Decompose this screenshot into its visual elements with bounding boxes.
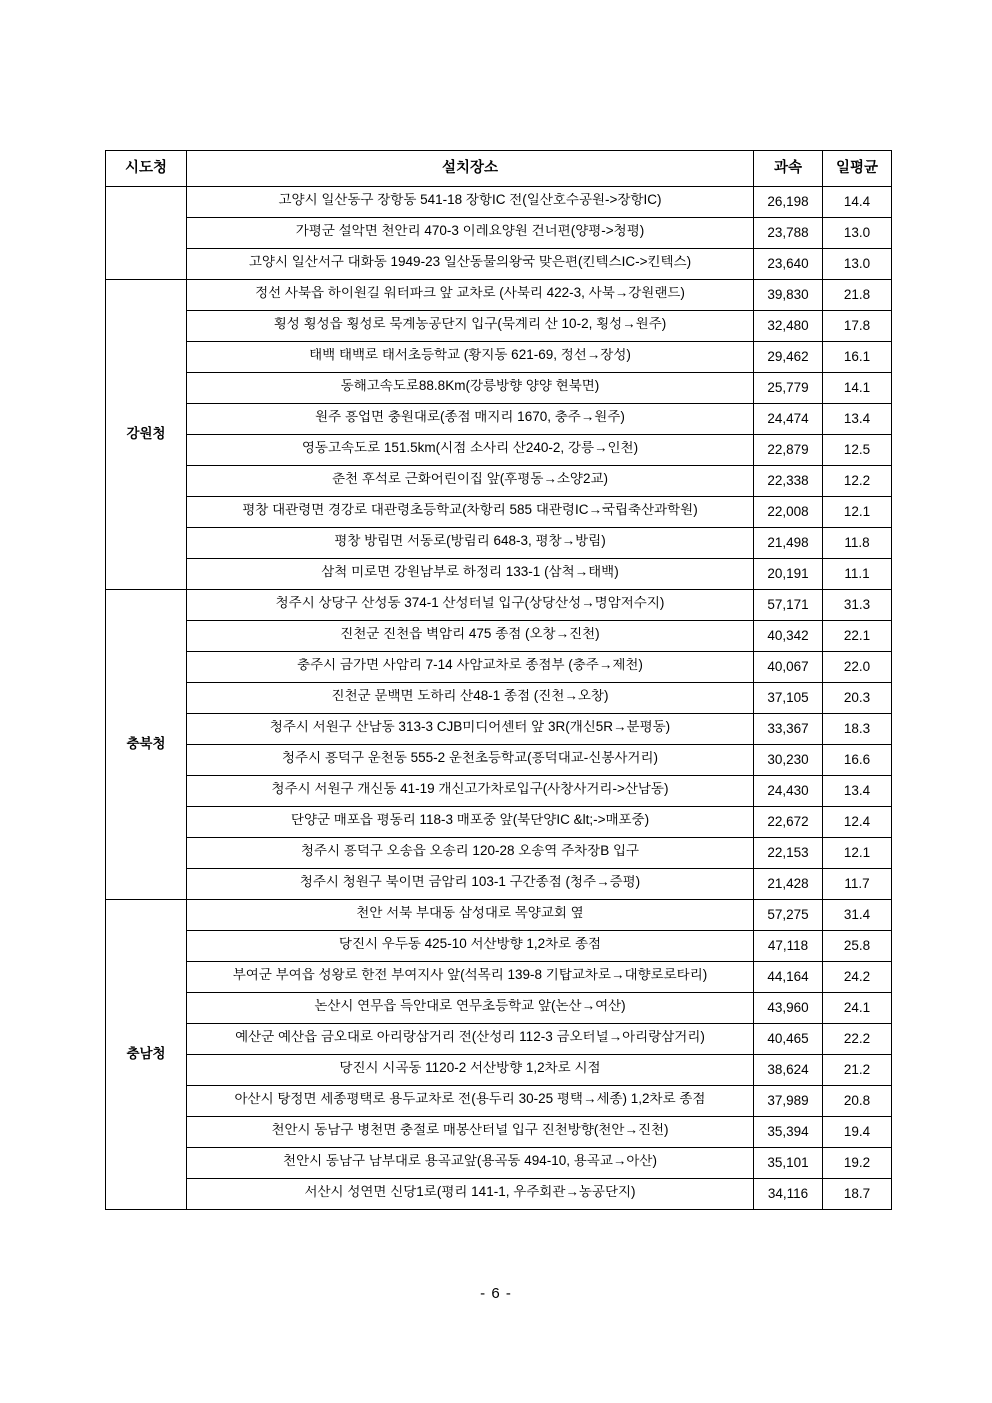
location-cell xyxy=(187,1148,754,1179)
daily-average-cell: 21.2 xyxy=(823,1055,892,1086)
location-cell xyxy=(187,342,754,373)
location-cell xyxy=(187,776,754,807)
location-cell xyxy=(187,218,754,249)
column-header-location: 설치장소 xyxy=(187,151,754,187)
overspeed-cell: 23,788 xyxy=(754,218,823,249)
table-row xyxy=(106,373,892,404)
daily-average-cell: 14.1 xyxy=(823,373,892,404)
location-cell xyxy=(187,714,754,745)
column-header-daily-average: 일평균 xyxy=(823,151,892,187)
table-row xyxy=(106,187,892,218)
overspeed-cell: 22,008 xyxy=(754,497,823,528)
overspeed-cell: 32,480 xyxy=(754,311,823,342)
daily-average-cell: 20.8 xyxy=(823,1086,892,1117)
location-text: 진천군 진천읍 벽암리 475 종점 (오창→진천) xyxy=(340,626,600,641)
table-row xyxy=(106,466,892,497)
daily-average-cell: 12.4 xyxy=(823,807,892,838)
location-text: 고양시 일산서구 대화동 1949-23 일산동물의왕국 맞은편(킨텍스IC->킨텍스) xyxy=(248,254,692,269)
table-row xyxy=(106,497,892,528)
table-header xyxy=(106,151,892,187)
overspeed-cell: 38,624 xyxy=(754,1055,823,1086)
daily-average-cell: 25.8 xyxy=(823,931,892,962)
table-row xyxy=(106,1117,892,1148)
location-cell xyxy=(187,528,754,559)
daily-average-cell: 11.1 xyxy=(823,559,892,590)
location-cell xyxy=(187,807,754,838)
overspeed-cell: 43,960 xyxy=(754,993,823,1024)
org-cell: 강원청 xyxy=(106,280,187,590)
location-cell xyxy=(187,621,754,652)
location-cell xyxy=(187,993,754,1024)
location-text: 가평군 설악면 천안리 470-3 이레요양원 건너편(양평->청평) xyxy=(295,223,645,238)
overspeed-cell: 22,153 xyxy=(754,838,823,869)
table-row xyxy=(106,280,892,311)
page-number: - 6 - xyxy=(480,1285,512,1302)
location-text: 춘천 후석로 근화어린이집 앞(후평동→소양2교) xyxy=(332,471,608,486)
table-row xyxy=(106,869,892,900)
org-cell: 충북청 xyxy=(106,590,187,900)
location-cell xyxy=(187,435,754,466)
table-row xyxy=(106,590,892,621)
location-text: 천안시 동남구 병천면 충절로 매봉산터널 입구 진천방향(천안→진천) xyxy=(271,1122,669,1137)
location-cell xyxy=(187,652,754,683)
location-text: 논산시 연무읍 득안대로 연무초등학교 앞(논산→여산) xyxy=(314,998,626,1013)
overspeed-cell: 40,067 xyxy=(754,652,823,683)
table-row xyxy=(106,900,892,931)
location-cell xyxy=(187,931,754,962)
location-text: 단양군 매포읍 평동리 118-3 매포중 앞(북단양IC &lt;->매포중) xyxy=(290,812,650,827)
daily-average-cell: 14.4 xyxy=(823,187,892,218)
overspeed-cell: 24,474 xyxy=(754,404,823,435)
overspeed-cell: 35,101 xyxy=(754,1148,823,1179)
overspeed-cell: 40,465 xyxy=(754,1024,823,1055)
location-text: 부여군 부여읍 성왕로 한전 부여지사 앞(석목리 139-8 기탑교차로→대향로로타리) xyxy=(232,967,708,982)
table-row xyxy=(106,683,892,714)
location-cell xyxy=(187,962,754,993)
table-row xyxy=(106,559,892,590)
table-row xyxy=(106,311,892,342)
location-text: 고양시 일산동구 장항동 541-18 장항IC 전(일산호수공원->장항IC) xyxy=(278,192,662,207)
location-cell xyxy=(187,559,754,590)
location-text: 태백 태백로 태서초등학교 (황지동 621-69, 정선→장성) xyxy=(309,347,631,362)
daily-average-cell: 13.0 xyxy=(823,249,892,280)
location-text: 아산시 탕정면 세종평택로 용두교차로 전(용두리 30-25 평택→세종) 1,2차로 종점 xyxy=(234,1091,706,1106)
overspeed-cell: 21,498 xyxy=(754,528,823,559)
location-cell xyxy=(187,1055,754,1086)
table-row xyxy=(106,218,892,249)
overspeed-cell: 25,779 xyxy=(754,373,823,404)
overspeed-cell: 34,116 xyxy=(754,1179,823,1210)
overspeed-cell: 57,275 xyxy=(754,900,823,931)
daily-average-cell: 21.8 xyxy=(823,280,892,311)
location-text: 예산군 예산읍 금오대로 아리랑삼거리 전(산성리 112-3 금오터널→아리랑삼거리) xyxy=(235,1029,705,1044)
overspeed-cell: 47,118 xyxy=(754,931,823,962)
overspeed-cell: 22,879 xyxy=(754,435,823,466)
daily-average-cell: 19.2 xyxy=(823,1148,892,1179)
location-cell xyxy=(187,1179,754,1210)
location-cell xyxy=(187,466,754,497)
location-text: 충주시 금가면 사암리 7-14 사암교차로 종점부 (충주→제천) xyxy=(297,657,643,672)
table-row xyxy=(106,1179,892,1210)
location-cell xyxy=(187,1024,754,1055)
table-row xyxy=(106,249,892,280)
daily-average-cell: 17.8 xyxy=(823,311,892,342)
daily-average-cell: 12.1 xyxy=(823,497,892,528)
location-text: 청주시 서원구 산남동 313-3 CJB미디어센터 앞 3R(개신5R→분평동) xyxy=(269,719,671,734)
overspeed-cell: 37,989 xyxy=(754,1086,823,1117)
table-row xyxy=(106,1055,892,1086)
table-row xyxy=(106,404,892,435)
daily-average-cell: 18.7 xyxy=(823,1179,892,1210)
location-text: 서산시 성연면 신당1로(평리 141-1, 우주회관→농공단지) xyxy=(304,1184,636,1199)
table-header-row xyxy=(106,151,892,187)
table-row xyxy=(106,838,892,869)
table-row xyxy=(106,714,892,745)
daily-average-cell: 12.1 xyxy=(823,838,892,869)
table-row xyxy=(106,435,892,466)
overspeed-cell: 44,164 xyxy=(754,962,823,993)
table-row xyxy=(106,993,892,1024)
org-cell xyxy=(106,187,187,280)
location-cell xyxy=(187,404,754,435)
location-cell xyxy=(187,249,754,280)
location-text: 평창 대관령면 경강로 대관령초등학교(차항리 585 대관령IC→국립축산과학원) xyxy=(242,502,698,517)
location-text: 청주시 서원구 개신동 41-19 개신고가차로입구(사창사거리->산남동) xyxy=(271,781,669,796)
daily-average-cell: 11.8 xyxy=(823,528,892,559)
location-cell xyxy=(187,373,754,404)
daily-average-cell: 11.7 xyxy=(823,869,892,900)
location-text: 원주 흥업면 충원대로(종점 매지리 1670, 충주→원주) xyxy=(315,409,625,424)
daily-average-cell: 22.1 xyxy=(823,621,892,652)
daily-average-cell: 13.4 xyxy=(823,404,892,435)
location-cell xyxy=(187,1086,754,1117)
location-text: 횡성 횡성읍 횡성로 묵계농공단지 입구(묵계리 산 10-2, 횡성→원주) xyxy=(273,316,667,331)
column-header-org: 시도청 xyxy=(106,151,187,187)
location-text: 청주시 흥덕구 운천동 555-2 운천초등학교(흥덕대교-신봉사거리) xyxy=(281,750,658,765)
location-cell xyxy=(187,590,754,621)
location-cell xyxy=(187,869,754,900)
overspeed-cell: 26,198 xyxy=(754,187,823,218)
location-text: 청주시 상당구 산성동 374-1 산성터널 입구(상당산성→명암저수지) xyxy=(275,595,665,610)
overspeed-cell: 40,342 xyxy=(754,621,823,652)
table-row xyxy=(106,1086,892,1117)
location-text: 평창 방림면 서동로(방림리 648-3, 평창→방림) xyxy=(334,533,606,548)
daily-average-cell: 13.4 xyxy=(823,776,892,807)
daily-average-cell: 16.1 xyxy=(823,342,892,373)
daily-average-cell: 24.1 xyxy=(823,993,892,1024)
daily-average-cell: 31.3 xyxy=(823,590,892,621)
location-cell xyxy=(187,683,754,714)
location-text: 천안 서북 부대동 삼성대로 목양교회 옆 xyxy=(356,905,584,920)
table-row xyxy=(106,652,892,683)
overspeed-cell: 24,430 xyxy=(754,776,823,807)
overspeed-cell: 23,640 xyxy=(754,249,823,280)
location-text: 영동고속도로 151.5km(시점 소사리 산240-2, 강릉→인천) xyxy=(301,440,639,455)
column-header-overspeed: 과속 xyxy=(754,151,823,187)
location-text: 당진시 시곡동 1120-2 서산방향 1,2차로 시점 xyxy=(339,1060,601,1075)
location-text: 동해고속도로88.8Km(강릉방향 양양 현북면) xyxy=(340,378,600,393)
overspeed-cell: 35,394 xyxy=(754,1117,823,1148)
overspeed-cell: 29,462 xyxy=(754,342,823,373)
location-cell xyxy=(187,497,754,528)
table-row xyxy=(106,1024,892,1055)
overspeed-cell: 57,171 xyxy=(754,590,823,621)
daily-average-cell: 22.0 xyxy=(823,652,892,683)
location-cell xyxy=(187,745,754,776)
table-row xyxy=(106,342,892,373)
overspeed-cell: 20,191 xyxy=(754,559,823,590)
table-row xyxy=(106,528,892,559)
location-text: 당진시 우두동 425-10 서산방향 1,2차로 종점 xyxy=(338,936,602,951)
location-cell xyxy=(187,311,754,342)
overspeed-cell: 22,338 xyxy=(754,466,823,497)
overspeed-cell: 22,672 xyxy=(754,807,823,838)
daily-average-cell: 16.6 xyxy=(823,745,892,776)
location-cell xyxy=(187,900,754,931)
location-text: 청주시 청원구 북이면 금암리 103-1 구간종점 (청주→증평) xyxy=(299,874,641,889)
daily-average-cell: 22.2 xyxy=(823,1024,892,1055)
location-cell xyxy=(187,187,754,218)
table-row xyxy=(106,1148,892,1179)
daily-average-cell: 18.3 xyxy=(823,714,892,745)
daily-average-cell: 12.2 xyxy=(823,466,892,497)
org-cell: 충남청 xyxy=(106,900,187,1210)
location-text: 삼척 미로면 강원남부로 하정리 133-1 (삼척→태백) xyxy=(321,564,619,579)
daily-average-cell: 20.3 xyxy=(823,683,892,714)
daily-average-cell: 13.0 xyxy=(823,218,892,249)
daily-average-cell: 31.4 xyxy=(823,900,892,931)
daily-average-cell: 19.4 xyxy=(823,1117,892,1148)
table-body xyxy=(106,187,892,1210)
table-row xyxy=(106,807,892,838)
overspeed-cell: 39,830 xyxy=(754,280,823,311)
table-row xyxy=(106,621,892,652)
location-text: 진천군 문백면 도하리 산48-1 종점 (진천→오창) xyxy=(331,688,609,703)
daily-average-cell: 12.5 xyxy=(823,435,892,466)
table-row xyxy=(106,776,892,807)
location-cell xyxy=(187,280,754,311)
table-row xyxy=(106,931,892,962)
table-row xyxy=(106,745,892,776)
location-text: 청주시 흥덕구 오송읍 오송리 120-28 오송역 주차장B 입구 xyxy=(300,843,640,858)
location-text: 정선 사북읍 하이원길 워터파크 앞 교차로 (사북리 422-3, 사북→강원랜드) xyxy=(255,285,685,300)
overspeed-cell: 21,428 xyxy=(754,869,823,900)
speed-enforcement-table xyxy=(105,150,892,1210)
location-cell xyxy=(187,1117,754,1148)
overspeed-cell: 37,105 xyxy=(754,683,823,714)
table-row xyxy=(106,962,892,993)
overspeed-cell: 33,367 xyxy=(754,714,823,745)
overspeed-cell: 30,230 xyxy=(754,745,823,776)
location-text: 천안시 동남구 남부대로 용곡교앞(용곡동 494-10, 용곡교→아산) xyxy=(283,1153,657,1168)
daily-average-cell: 24.2 xyxy=(823,962,892,993)
location-cell xyxy=(187,838,754,869)
